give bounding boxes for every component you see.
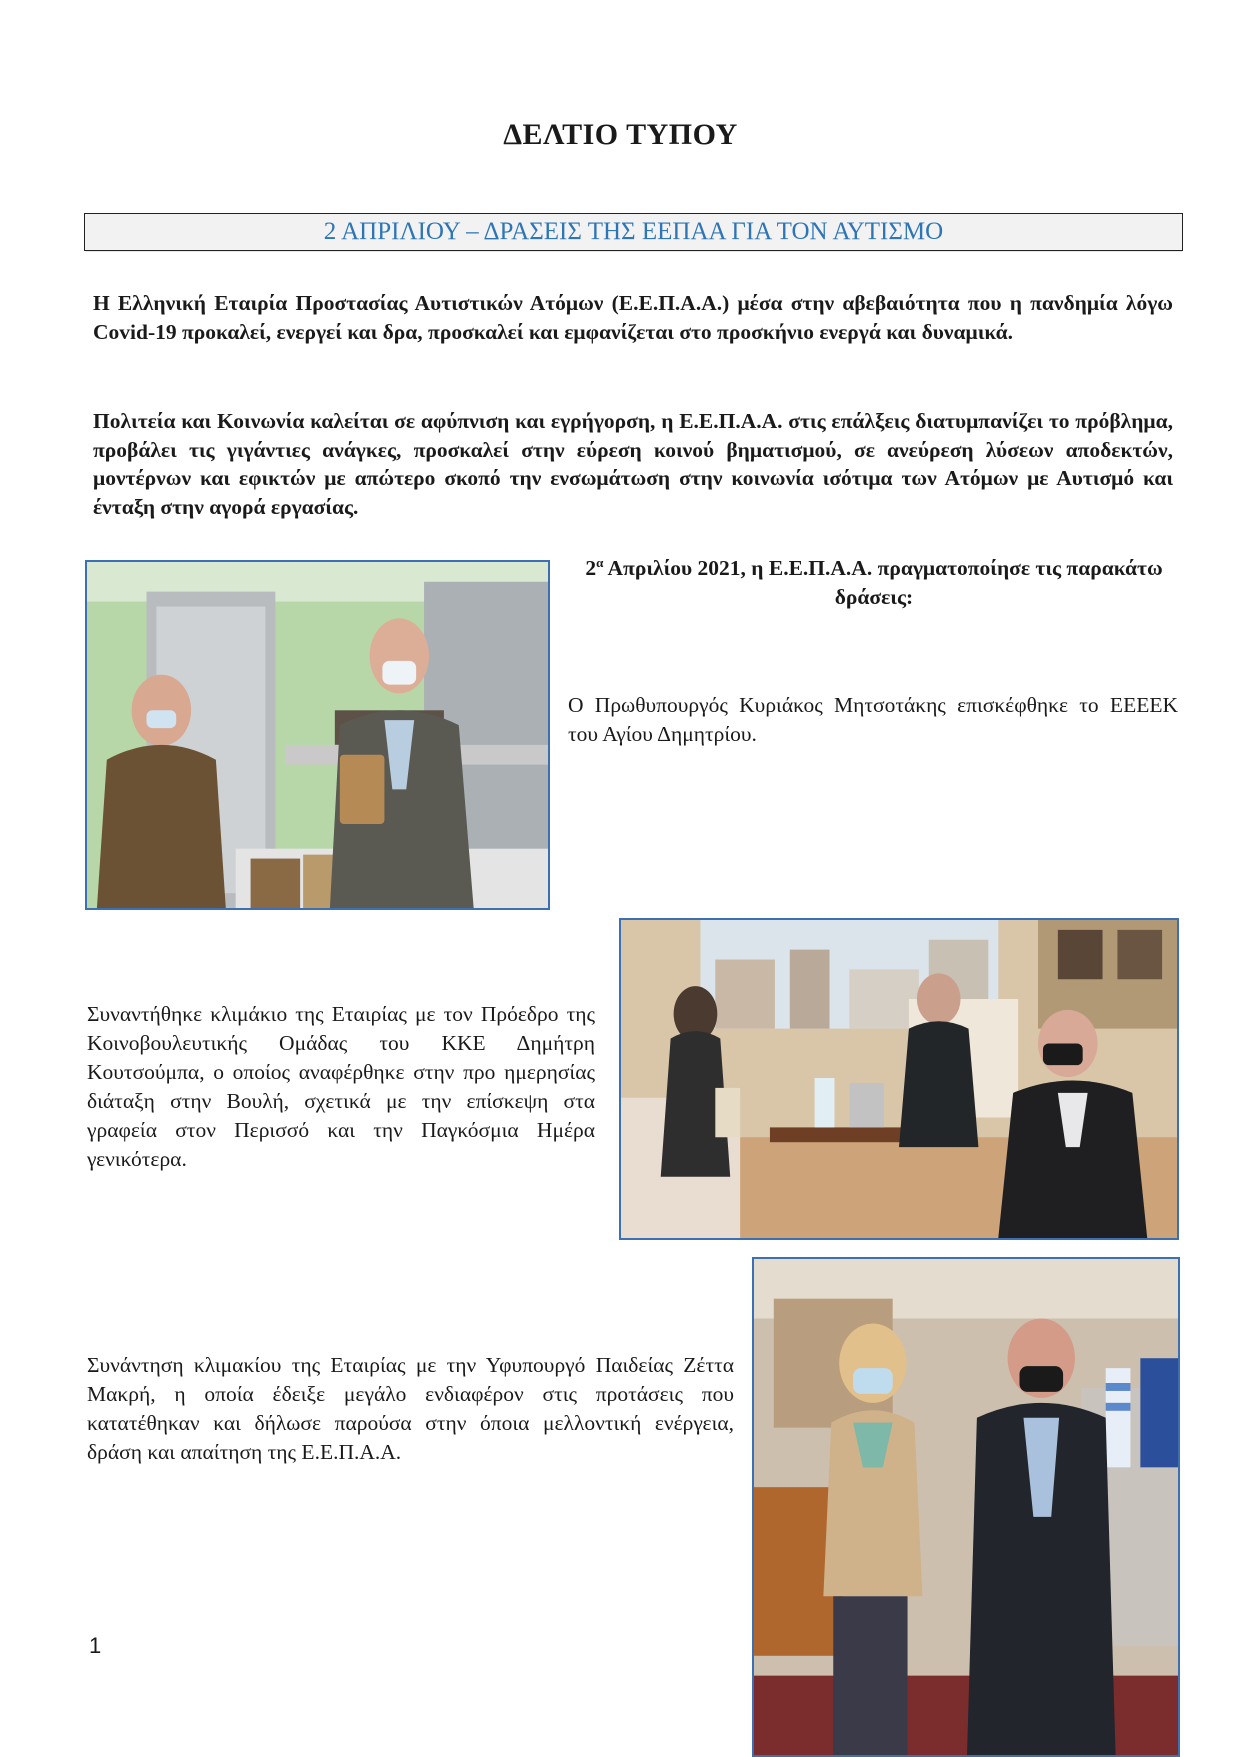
photo-ministry-meeting: [752, 1257, 1180, 1757]
subhead-ordinal: α: [596, 555, 604, 570]
page-title: ΔΕΛΤΙΟ ΤΥΠΟΥ: [503, 118, 738, 151]
page-number: 1: [89, 1633, 102, 1658]
photo-kke-meeting: [619, 918, 1179, 1240]
actions-subheading: [568, 548, 1180, 612]
second-paragraph: Πολιτεία και Κοινωνία καλείται σε αφύπνιση και εγρήγορση, η Ε.Ε.Π.Α.Α. στις επάλξεις διατυμπανίζει το πρόβλημα, προβάλει τις γιγάντιες ανάγκες, προσκαλεί στην εύρεση κοινού βηματισμού, σε ανεύρεση λύσεων αποδεκτών, μοντέρνων και εφικτών με απώτερο σκοπό την ενσωμάτωση στην κοινωνία ισότιμα των Ατόμων με Αυτισμό και ένταξη στην αγορά εργασίας.: [93, 409, 1173, 519]
section-heading: 2 ΑΠΡΙΛΙΟΥ – ΔΡΑΣΕΙΣ ΤΗΣ ΕΕΠΑΑ ΓΙΑ ΤΟΝ ΑΥΤΙΣΜΟ: [84, 213, 1183, 251]
caption-ministry-meeting: Συνάντηση κλιμακίου της Εταιρίας με την Υφυπουργό Παιδείας Ζέττα Μακρή, η οποία έδειξε μεγάλο ενδιαφέρον στις προτάσεις που κατατέθηκαν και δήλωσε παρούσα στην όποια μελλοντική ενέργεια, δράση και απαίτηση της Ε.Ε.Π.Α.Α.: [87, 1353, 734, 1464]
caption-kke-meeting: Συναντήθηκε κλιμάκιο της Εταιρίας με τον Πρόεδρο της Κοινοβουλευτικής Ομάδας του ΚΚΕ Δημήτρη Κουτσούμπα, ο οποίος αναφέρθηκε στην προ ημερησίας διάταξη στην Βουλή, σχετικά με την επίσκεψη στα γραφεία στον Περισσό και την Παγκόσμια Ημέρα γενικότερα.: [87, 1002, 595, 1171]
subhead-day: 2: [585, 556, 597, 581]
caption-pm-visit: Ο Πρωθυπουργός Κυριάκος Μητσοτάκης επισκέφθηκε το ΕΕΕΕΚ του Αγίου Δημητρίου.: [568, 693, 1178, 746]
subhead-text: Απριλίου 2021, η Ε.Ε.Π.Α.Α. πραγματοποίησε τις παρακάτω δράσεις:: [603, 556, 1163, 610]
photo-pm-visit: [85, 560, 550, 910]
intro-paragraph: Η Ελληνική Εταιρία Προστασίας Αυτιστικών Ατόμων (Ε.Ε.Π.Α.Α.) μέσα στην αβεβαιότητα που η πανδημία λόγω Covid-19 προκαλεί, ενεργεί και δρα, προσκαλεί και εμφανίζεται στο προσκήνιο ενεργά και δυναμικά.: [93, 291, 1173, 344]
